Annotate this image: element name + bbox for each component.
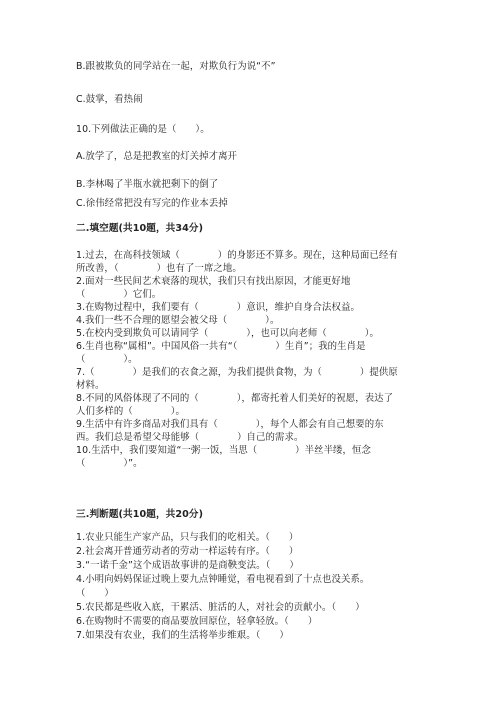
question-10-option-c: C.徐伟经常把没有写完的作业本丢掉 [76, 198, 228, 209]
fill-blank-line: 3.在购物过程中，我们要有（ ）意识，维护自身合法权益。 [76, 302, 360, 313]
option-c-previous-question: C.鼓掌，看热闹 [76, 94, 143, 105]
fill-blank-line: 所改善，（ ）也有了一席之地。 [76, 263, 242, 274]
true-false-line: 6.在购物时不需要的商品要放回原位，轻拿轻放。（ ） [76, 616, 318, 627]
fill-blank-line: 9.生活中有许多商品对我们具有（ ），每个人都会有自己想要的东 [76, 419, 384, 430]
true-false-line: 1.农业只能生产家产品，只与我们的吃相关。（ ） [76, 532, 299, 543]
true-false-line: 4.小明向妈妈保证过晚上要九点钟睡觉，看电视看到了十点也没关系。 [76, 574, 370, 585]
fill-blank-line: 人们多样的（ ）。 [76, 406, 186, 417]
true-false-line: 2.社会离开普通劳动者的劳动一样运转有序。（ ） [76, 546, 299, 557]
fill-blank-line: 10.生活中，我们要知道“一粥一饭，当思（ ）半丝半缕，恒念 [76, 445, 371, 456]
fill-blank-line: 4.我们一些不合理的愿望会被父母（ ）。 [76, 315, 280, 326]
fill-blank-line: 7.（ ）是我们的衣食之源，为我们提供食物，为（ ）提供原 [76, 367, 398, 378]
question-10-option-b: B.李林喝了半瓶水就把剩下的倒了 [76, 179, 219, 190]
question-10-option-a: A.放学了，总是把教室的灯关掉才离开 [76, 151, 238, 162]
true-false-line: 3.“一诺千金”这个成语故事讲的是商鞅变法。（ ） [76, 560, 299, 571]
option-b-previous-question: B.跟被欺负的同学站在一起，对欺负行为说“不” [76, 61, 276, 72]
fill-blank-line: 2.面对一些民间艺术衰落的现状，我们只有找出原因，才能更好地 [76, 276, 351, 287]
fill-blank-line: 6.生肖也称“属相”。中国风俗一共有“（ ）生肖”；我的生肖是 [76, 341, 366, 352]
fill-blank-line: 5.在校内受到欺负可以请同学（ ），也可以向老师（ ）。 [76, 328, 379, 339]
section-2-title: 二.填空题(共10题，共34分) [76, 223, 204, 234]
question-10-stem: 10.下列做法正确的是（ ）。 [76, 124, 210, 135]
true-false-line: （ ） [76, 588, 114, 599]
fill-blank-line: 8.不同的风俗体现了不同的（ ），都寄托着人们美好的祝愿，表达了 [76, 393, 394, 404]
fill-blank-line: （ ）。 [76, 354, 138, 365]
true-false-line: 5.农民都是些收入底，干累活、脏活的人，对社会的贡献小。（ ） [76, 602, 365, 613]
section-3-title: 三.判断题(共10题，共20分) [76, 509, 204, 520]
fill-blank-line: （ ）”。 [76, 458, 143, 469]
true-false-line: 7.如果没有农业，我们的生活将举步维艰。（ ） [76, 630, 289, 641]
fill-blank-line: 西。我们总是希望父母能够（ ）自己的需求。 [76, 432, 304, 443]
fill-blank-line: （ ）它们。 [76, 289, 162, 300]
fill-blank-line: 材料。 [76, 380, 105, 391]
fill-blank-line: 1.过去，在高科技领域（ ）的身影还不算多。现在，这种局面已经有 [76, 250, 398, 261]
